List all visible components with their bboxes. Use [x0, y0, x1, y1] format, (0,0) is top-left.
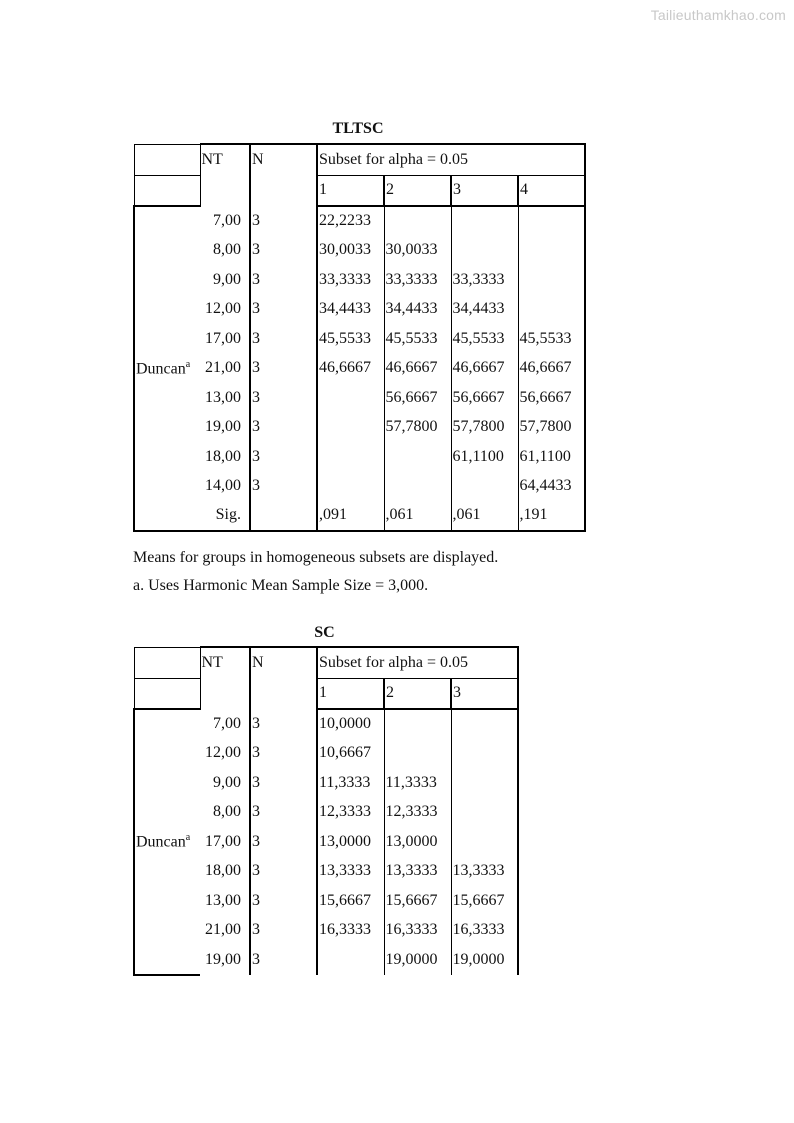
- n-cell: 3: [250, 827, 317, 857]
- watermark: Tailieuthamkhao.com: [650, 7, 786, 23]
- subset-value-cell: 16,3333: [384, 916, 451, 946]
- subset-value-cell: 12,3333: [384, 798, 451, 828]
- nt-cell: 12,00: [205, 744, 241, 762]
- subset-value-cell: 33,3333: [317, 265, 384, 295]
- subset-value-cell: 34,4433: [384, 295, 451, 325]
- subset-value-cell: [384, 739, 451, 769]
- group-label-cell: [134, 206, 200, 531]
- n-cell: 3: [250, 798, 317, 828]
- n-cell: 3: [250, 442, 317, 472]
- subset-value-cell: 16,3333: [451, 916, 518, 946]
- subset-value-cell: 11,3333: [317, 768, 384, 798]
- table-row: [134, 501, 585, 531]
- subset-value-cell: 13,0000: [384, 827, 451, 857]
- header-subset: Subset for alpha = 0.05: [317, 647, 518, 678]
- subset-value-cell: [518, 206, 585, 236]
- header-nt: NT: [200, 647, 250, 709]
- subset-value-cell: 13,3333: [317, 857, 384, 887]
- n-cell: 3: [250, 768, 317, 798]
- nt-cell: 8,00: [213, 803, 241, 821]
- table1: [133, 143, 586, 532]
- group-label: Duncan: [136, 833, 186, 851]
- subset-value-cell: 22,2233: [317, 206, 384, 236]
- table1-note-1: Means for groups in homogeneous subsets are displayed.: [133, 549, 499, 566]
- subset-value-cell: 33,3333: [451, 265, 518, 295]
- subset-col-header: 3: [451, 678, 518, 709]
- subset-value-cell: [384, 709, 451, 739]
- n-cell: 3: [250, 354, 317, 384]
- subset-col-header: 3: [451, 175, 518, 206]
- n-cell: 3: [250, 383, 317, 413]
- header-subset: Subset for alpha = 0.05: [317, 144, 585, 175]
- subset-value-cell: [451, 709, 518, 739]
- nt-cell: 8,00: [213, 241, 241, 259]
- n-cell: 3: [250, 295, 317, 325]
- header-blank-cell: [134, 175, 200, 206]
- n-cell: 3: [250, 236, 317, 266]
- subset-value-cell: 46,6667: [518, 354, 585, 384]
- nt-cell: 13,00: [205, 388, 241, 406]
- table-row: [134, 324, 585, 354]
- subset-value-cell: 61,1100: [518, 442, 585, 472]
- subset-value-cell: 56,6667: [451, 383, 518, 413]
- subset-value-cell: [384, 472, 451, 502]
- group-label-footnote: a: [185, 832, 191, 844]
- subset-value-cell: 57,7800: [384, 413, 451, 443]
- n-cell: 3: [250, 324, 317, 354]
- subset-value-cell: 45,5533: [384, 324, 451, 354]
- subset-value-cell: 15,6667: [451, 886, 518, 916]
- nt-cell: 14,00: [205, 477, 241, 495]
- nt-cell: 21,00: [205, 921, 241, 939]
- table2: [133, 646, 519, 976]
- subset-value-cell: 46,6667: [317, 354, 384, 384]
- group-label-cell: [134, 709, 200, 975]
- subset-value-cell: 13,3333: [451, 857, 518, 887]
- subset-value-cell: [317, 383, 384, 413]
- subset-value-cell: 33,3333: [384, 265, 451, 295]
- n-cell: 3: [250, 206, 317, 236]
- subset-value-cell: 11,3333: [384, 768, 451, 798]
- group-label-footnote: a: [185, 358, 191, 370]
- subset-value-cell: [518, 236, 585, 266]
- subset-value-cell: [451, 236, 518, 266]
- subset-value-cell: [317, 945, 384, 975]
- subset-col-header: 4: [518, 175, 585, 206]
- subset-value-cell: 19,0000: [384, 945, 451, 975]
- header-blank-cell: [134, 678, 200, 709]
- table1-note-2: a. Uses Harmonic Mean Sample Size = 3,000.: [133, 577, 429, 594]
- subset-value-cell: ,061: [384, 501, 451, 531]
- subset-value-cell: [384, 442, 451, 472]
- n-cell: 3: [250, 739, 317, 769]
- group-label: Duncan: [136, 359, 186, 377]
- subset-value-cell: [451, 472, 518, 502]
- table-row: [134, 413, 585, 443]
- subset-value-cell: 30,0033: [384, 236, 451, 266]
- subset-value-cell: [317, 472, 384, 502]
- subset-value-cell: ,091: [317, 501, 384, 531]
- subset-value-cell: 34,4433: [451, 295, 518, 325]
- subset-value-cell: ,061: [451, 501, 518, 531]
- subset-value-cell: [317, 442, 384, 472]
- table-row: [134, 354, 585, 384]
- table-row: [134, 383, 585, 413]
- table2-subheader-row: [134, 678, 518, 709]
- subset-value-cell: [384, 206, 451, 236]
- subset-col-header: 2: [384, 175, 451, 206]
- subset-value-cell: [451, 827, 518, 857]
- n-cell: 3: [250, 886, 317, 916]
- subset-value-cell: 13,3333: [384, 857, 451, 887]
- nt-cell: 7,00: [213, 211, 241, 229]
- subset-value-cell: 10,0000: [317, 709, 384, 739]
- header-n: N: [250, 144, 317, 206]
- subset-value-cell: 45,5533: [518, 324, 585, 354]
- table-row: [134, 472, 585, 502]
- n-cell: 3: [250, 857, 317, 887]
- table-row: [134, 295, 585, 325]
- nt-cell: 17,00: [205, 329, 241, 347]
- subset-value-cell: [317, 413, 384, 443]
- nt-cell: 7,00: [213, 714, 241, 732]
- nt-cell: 21,00: [205, 359, 241, 377]
- header-blank-cell: [134, 647, 200, 678]
- subset-col-header: 1: [317, 175, 384, 206]
- nt-cell: Sig.: [200, 501, 250, 531]
- nt-cell: 19,00: [205, 950, 241, 968]
- subset-value-cell: 13,0000: [317, 827, 384, 857]
- subset-value-cell: 15,6667: [384, 886, 451, 916]
- subset-value-cell: 56,6667: [518, 383, 585, 413]
- subset-value-cell: 10,6667: [317, 739, 384, 769]
- subset-value-cell: 45,5533: [451, 324, 518, 354]
- table-row: [134, 265, 585, 295]
- table2-title: SC: [314, 624, 335, 641]
- nt-cell: 19,00: [205, 418, 241, 436]
- subset-value-cell: 57,7800: [451, 413, 518, 443]
- table2-header-row: [134, 647, 518, 678]
- nt-cell: 13,00: [205, 891, 241, 909]
- nt-cell: 9,00: [213, 270, 241, 288]
- subset-col-header: 2: [384, 678, 451, 709]
- subset-value-cell: 46,6667: [451, 354, 518, 384]
- n-cell: 3: [250, 413, 317, 443]
- table1-header-row: [134, 144, 585, 175]
- subset-value-cell: 57,7800: [518, 413, 585, 443]
- subset-value-cell: [451, 798, 518, 828]
- nt-cell: 9,00: [213, 773, 241, 791]
- subset-value-cell: 56,6667: [384, 383, 451, 413]
- subset-value-cell: 16,3333: [317, 916, 384, 946]
- subset-value-cell: [451, 768, 518, 798]
- table1-title: TLTSC: [332, 120, 384, 137]
- nt-cell: 18,00: [205, 862, 241, 880]
- n-cell: 3: [250, 265, 317, 295]
- subset-value-cell: [518, 265, 585, 295]
- subset-value-cell: [518, 295, 585, 325]
- subset-value-cell: [451, 206, 518, 236]
- subset-value-cell: 19,0000: [451, 945, 518, 975]
- nt-cell: 18,00: [205, 447, 241, 465]
- subset-value-cell: 34,4433: [317, 295, 384, 325]
- n-cell: 3: [250, 472, 317, 502]
- header-nt: NT: [200, 144, 250, 206]
- subset-col-header: 1: [317, 678, 384, 709]
- n-cell: 3: [250, 916, 317, 946]
- header-blank-cell: [134, 144, 200, 175]
- header-n: N: [250, 647, 317, 709]
- n-cell: [250, 501, 317, 531]
- subset-value-cell: 64,4433: [518, 472, 585, 502]
- n-cell: 3: [250, 709, 317, 739]
- table-row: [134, 206, 585, 236]
- subset-value-cell: ,191: [518, 501, 585, 531]
- table-row: [134, 236, 585, 266]
- table-row: [134, 442, 585, 472]
- subset-value-cell: 45,5533: [317, 324, 384, 354]
- subset-value-cell: 46,6667: [384, 354, 451, 384]
- subset-value-cell: 61,1100: [451, 442, 518, 472]
- table-row: [134, 709, 518, 739]
- nt-cell: 17,00: [205, 832, 241, 850]
- n-cell: 3: [250, 945, 317, 975]
- subset-value-cell: 12,3333: [317, 798, 384, 828]
- subset-value-cell: 30,0033: [317, 236, 384, 266]
- subset-value-cell: [451, 739, 518, 769]
- subset-value-cell: 15,6667: [317, 886, 384, 916]
- nt-cell: 12,00: [205, 300, 241, 318]
